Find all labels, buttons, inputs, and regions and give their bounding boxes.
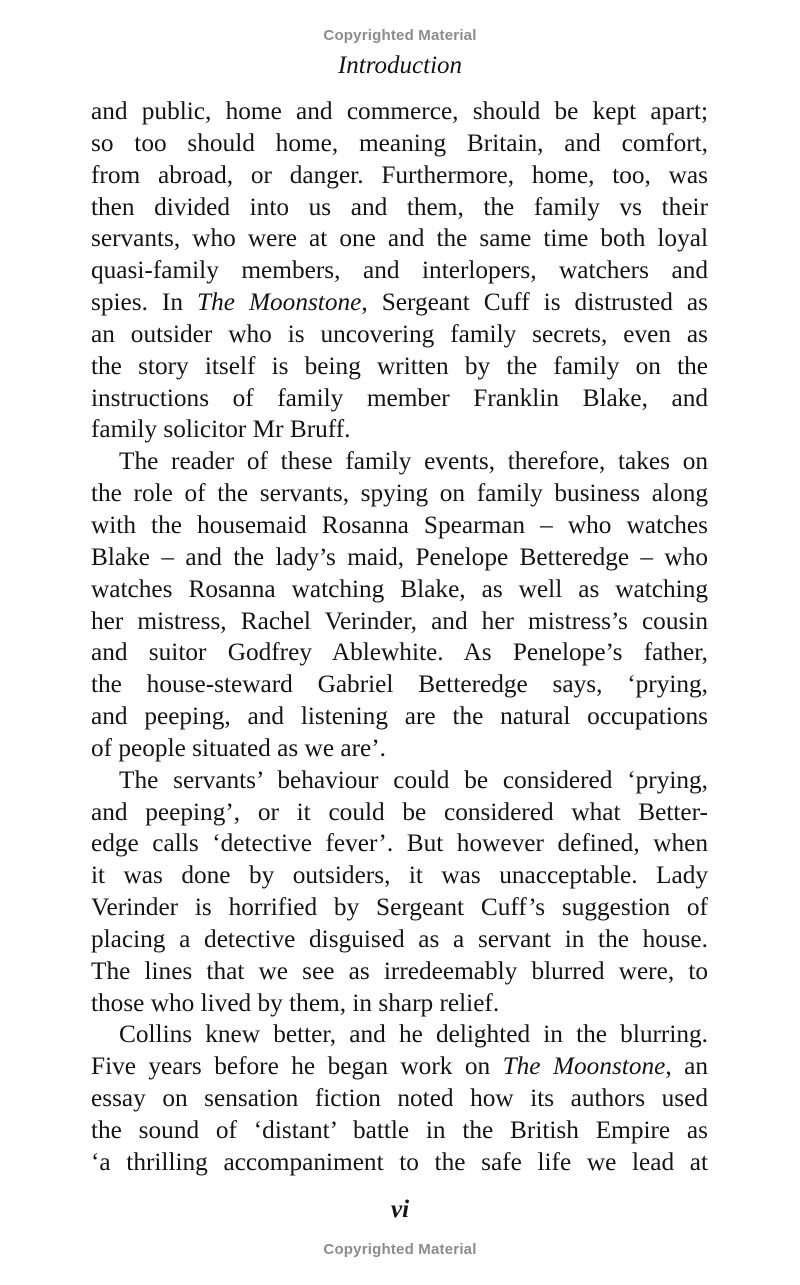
- text-line: The lines that we see as irredeemably blurred were, to: [91, 956, 708, 985]
- text-line: the sound of ‘distant’ battle in the British Empire as: [91, 1116, 708, 1144]
- text-line: The servants’ behaviour could be considered ‘prying,: [119, 765, 708, 794]
- text-line: an outsider who is uncovering family secrets, even as: [91, 319, 708, 348]
- text-line: servants, who were at one and the same time both loyal: [91, 224, 708, 253]
- text-line: the house-steward Gabriel Betteredge says, ‘prying,: [91, 670, 708, 699]
- copyright-watermark-bottom: Copyrighted Material: [323, 1241, 477, 1258]
- text-line: family solicitor Mr Bruff.: [91, 415, 351, 444]
- text-line: those who lived by them, in sharp relief.: [91, 988, 500, 1017]
- text-line: of people situated as we are’.: [91, 733, 387, 762]
- text-line: it was done by outsiders, it was unacceptable. Lady: [91, 861, 708, 890]
- text-line: from abroad, or danger. Furthermore, home, too, was: [91, 160, 708, 189]
- text-line: [91, 1051, 708, 1083]
- copyright-watermark-top: Copyrighted Material: [323, 27, 477, 44]
- text-line: and peeping, and listening are the natural occupations: [91, 702, 708, 731]
- text-line: Verinder is horrified by Sergeant Cuff’s suggestion of: [91, 893, 708, 922]
- body-text: [91, 96, 708, 1179]
- text-run: , an: [665, 1052, 708, 1081]
- text-line: the role of the servants, spying on family business along: [91, 479, 708, 508]
- text-line: [91, 287, 708, 319]
- text-run: , Sergeant Cuff is distrusted as: [361, 288, 708, 317]
- text-line: quasi-family members, and interlopers, watchers and: [91, 256, 708, 285]
- text-line: and suitor Godfrey Ablewhite. As Penelope’s father,: [91, 638, 708, 667]
- book-title-italic: The Moonstone: [197, 288, 362, 317]
- text-line: watches Rosanna watching Blake, as well as watching: [91, 574, 708, 603]
- text-line: Collins knew better, and he delighted in the blurring.: [119, 1020, 708, 1049]
- text-run: Five years before he began work on: [91, 1052, 503, 1081]
- book-title-italic: The Moonstone: [502, 1052, 666, 1081]
- text-line: ‘a thrilling accompaniment to the safe life we lead at: [91, 1147, 708, 1176]
- text-line: Blake – and the lady’s maid, Penelope Betteredge – who: [91, 542, 708, 571]
- text-line: then divided into us and them, the family vs their: [91, 192, 708, 221]
- text-run: spies. In: [91, 288, 197, 317]
- text-line: with the housemaid Rosanna Spearman – who watches: [91, 510, 708, 539]
- text-line: essay on sensation fiction noted how its authors used: [91, 1084, 708, 1113]
- text-line: The reader of these family events, therefore, takes on: [119, 447, 708, 476]
- page-number: vi: [390, 1196, 410, 1223]
- text-line: placing a detective disguised as a servant in the house.: [91, 924, 708, 953]
- running-head: Introduction: [337, 52, 463, 79]
- text-line: so too should home, meaning Britain, and comfort,: [91, 128, 708, 157]
- text-line: and public, home and commerce, should be kept apart;: [91, 97, 708, 125]
- text-line: edge calls ‘detective fever’. But however defined, when: [91, 829, 708, 858]
- text-line: her mistress, Rachel Verinder, and her mistress’s cousin: [91, 606, 708, 635]
- text-line: the story itself is being written by the family on the: [91, 351, 708, 380]
- text-line: and peeping’, or it could be considered what Better-: [91, 797, 708, 826]
- text-line: instructions of family member Franklin Blake, and: [91, 383, 708, 412]
